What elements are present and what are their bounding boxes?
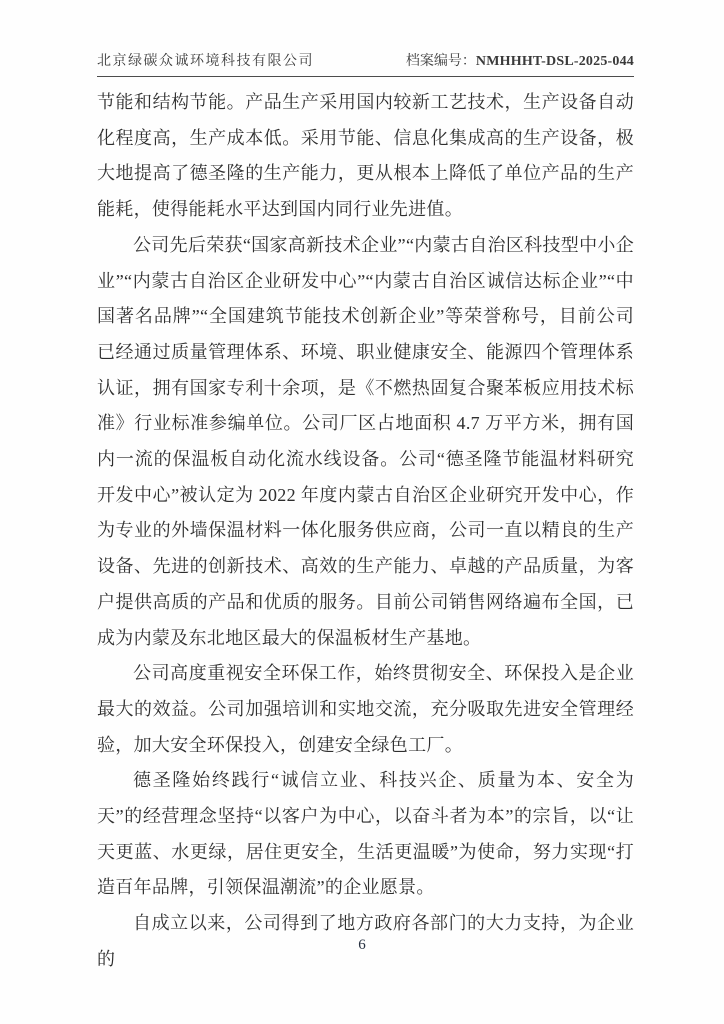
header-archive-number bbox=[406, 50, 634, 70]
page-footer bbox=[0, 937, 724, 954]
page-number: 6 bbox=[358, 937, 366, 953]
body-paragraph: 公司高度重视安全环保工作，始终贯彻安全、环保投入是企业最大的效益。公司加强培训和实地交流，充分吸取先进安全管理经验，加大安全环保投入，创建安全绿色工厂。 bbox=[97, 663, 634, 755]
document-body bbox=[97, 85, 634, 978]
archive-number-value: NMHHHT-DSL-2025-044 bbox=[475, 54, 634, 69]
archive-label: 档案编号： bbox=[405, 54, 476, 69]
page-header bbox=[97, 50, 634, 77]
body-paragraph: 自成立以来，公司得到了地方政府各部门的大力支持，为企业的 bbox=[97, 913, 634, 969]
body-paragraph: 公司先后荣获“国家高新技术企业”“内蒙古自治区科技型中小企业”“内蒙古自治区企业研发中心”“内蒙古自治区诚信达标企业”“中国著名品牌”“全国建筑节能技术创新企业”等荣誉称号，目前公司已经通过质量管理体系、环境、职业健康安全、能源四个管理体系认证，拥有国家专利十余项，是《不燃热固复合聚苯板应用技术标准》行业标准参编单位。公司厂区占地面积 4.7 万平方米，拥有国内一流的保温板自动化流水线设备。公司“德圣隆节能温材料研究开发中心”被认定为 2022 年度内蒙古自治区企业研究开发中心，作为专业的外墙保温材料一体化服务供应商，公司一直以精良的生产设备、先进的创新技术、高效的生产能力、卓越的产品质量，为客户提供高质的产品和优质的服务。目前公司销售网络遍布全国，已成为内蒙及东北地区最大的保温板材生产基地。 bbox=[97, 234, 634, 648]
body-paragraph: 德圣隆始终践行“诚信立业、科技兴企、质量为本、安全为天”的经营理念坚持“以客户为中心，以奋斗者为本”的宗旨，以“让天更蓝、水更绿，居住更安全，生活更温暖”为使命，努力实现“打造百年品牌，引领保温潮流”的企业愿景。 bbox=[97, 770, 634, 898]
body-paragraph: 节能和结构节能。产品生产采用国内较新工艺技术，生产设备自动化程度高，生产成本低。采用节能、信息化集成高的生产设备，极大地提高了德圣隆的生产能力，更从根本上降低了单位产品的生产能耗，使得能耗水平达到国内同行业先进值。 bbox=[97, 92, 634, 220]
header-company-name: 北京绿碳众诚环境科技有限公司 bbox=[97, 54, 314, 69]
